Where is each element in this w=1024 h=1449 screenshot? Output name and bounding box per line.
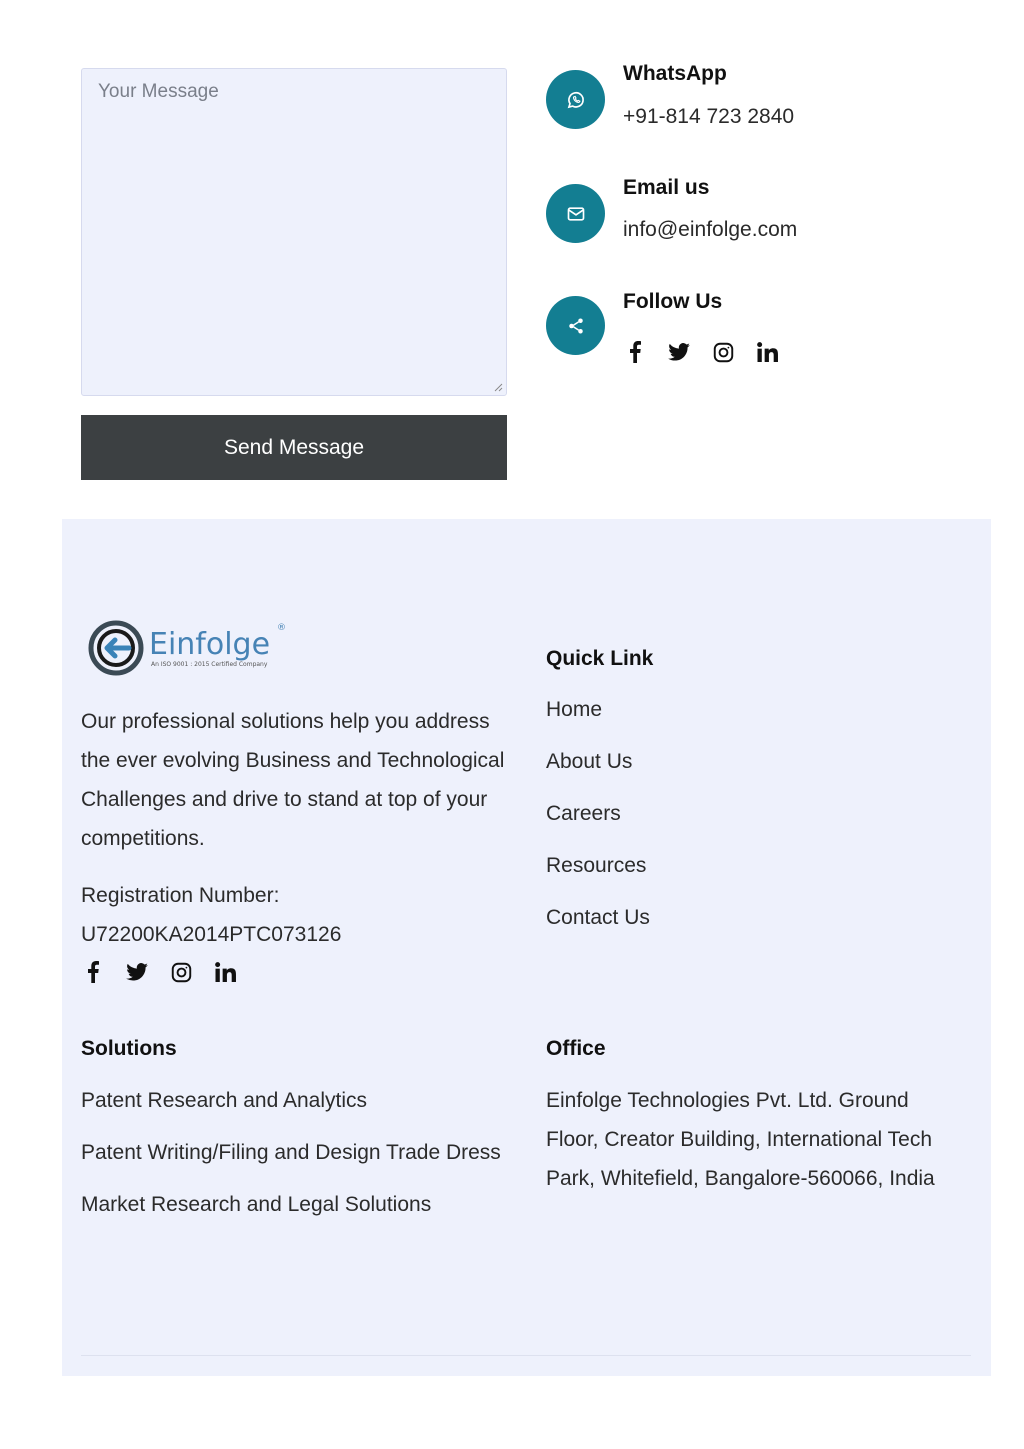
footer-divider [81,1355,971,1356]
footer-link-contact[interactable]: Contact Us [546,906,650,929]
linkedin-icon[interactable] [213,960,237,984]
twitter-icon[interactable] [667,340,691,364]
site-footer [62,519,991,1376]
contact-social-links [623,340,799,364]
facebook-icon[interactable] [81,960,105,984]
instagram-icon[interactable] [711,340,735,364]
svg-text:Einfolge: Einfolge [149,627,271,662]
share-icon [546,296,605,355]
registration-number: Registration Number: U72200KA2014PTC073126 [81,884,342,946]
message-field-wrapper [81,68,507,396]
whatsapp-icon[interactable] [546,70,605,129]
solutions-list [81,1088,501,1244]
footer-link-resources[interactable]: Resources [546,854,647,877]
email-title: Email us [623,176,710,199]
facebook-icon[interactable] [623,340,647,364]
contact-item-follow [546,288,986,378]
office-address: Einfolge Technologies Pvt. Ltd. Ground Floor, Creator Building, International Tech Park, Whitefield, Bangalore-560066, India [546,1089,935,1190]
resize-handle-icon[interactable] [493,382,503,392]
footer-social-links [81,960,257,984]
solution-link-patent-writing[interactable]: Patent Writing/Filing and Design Trade Dress [81,1141,501,1164]
send-message-button[interactable]: Send Message [81,415,507,480]
footer-link-careers[interactable]: Careers [546,802,621,825]
company-description: Our professional solutions help you address the ever evolving Business and Technological Challenges and drive to stand at top of your competitions. [81,710,505,850]
office-heading: Office [546,1037,606,1060]
svg-text:An ISO 9001 : 2015 Certified C: An ISO 9001 : 2015 Certified Company [151,661,268,668]
mail-icon[interactable] [546,184,605,243]
instagram-icon[interactable] [169,960,193,984]
linkedin-icon[interactable] [755,340,779,364]
solution-link-market-research[interactable]: Market Research and Legal Solutions [81,1193,432,1216]
einfolge-logo[interactable] [85,615,285,679]
solutions-heading: Solutions [81,1037,177,1060]
whatsapp-number[interactable]: +91-814 723 2840 [623,105,795,128]
message-textarea[interactable] [82,69,506,395]
quick-link-heading: Quick Link [546,647,654,670]
email-address[interactable]: info@einfolge.com [623,218,798,241]
solution-link-patent-research[interactable]: Patent Research and Analytics [81,1089,368,1112]
contact-item-email [546,176,986,266]
quick-link-list [546,697,650,957]
follow-title: Follow Us [623,290,723,313]
whatsapp-title: WhatsApp [623,62,727,85]
footer-link-about[interactable]: About Us [546,750,633,773]
svg-text:®: ® [277,623,286,633]
twitter-icon[interactable] [125,960,149,984]
footer-link-home[interactable]: Home [546,698,603,721]
contact-item-whatsapp [546,62,986,152]
